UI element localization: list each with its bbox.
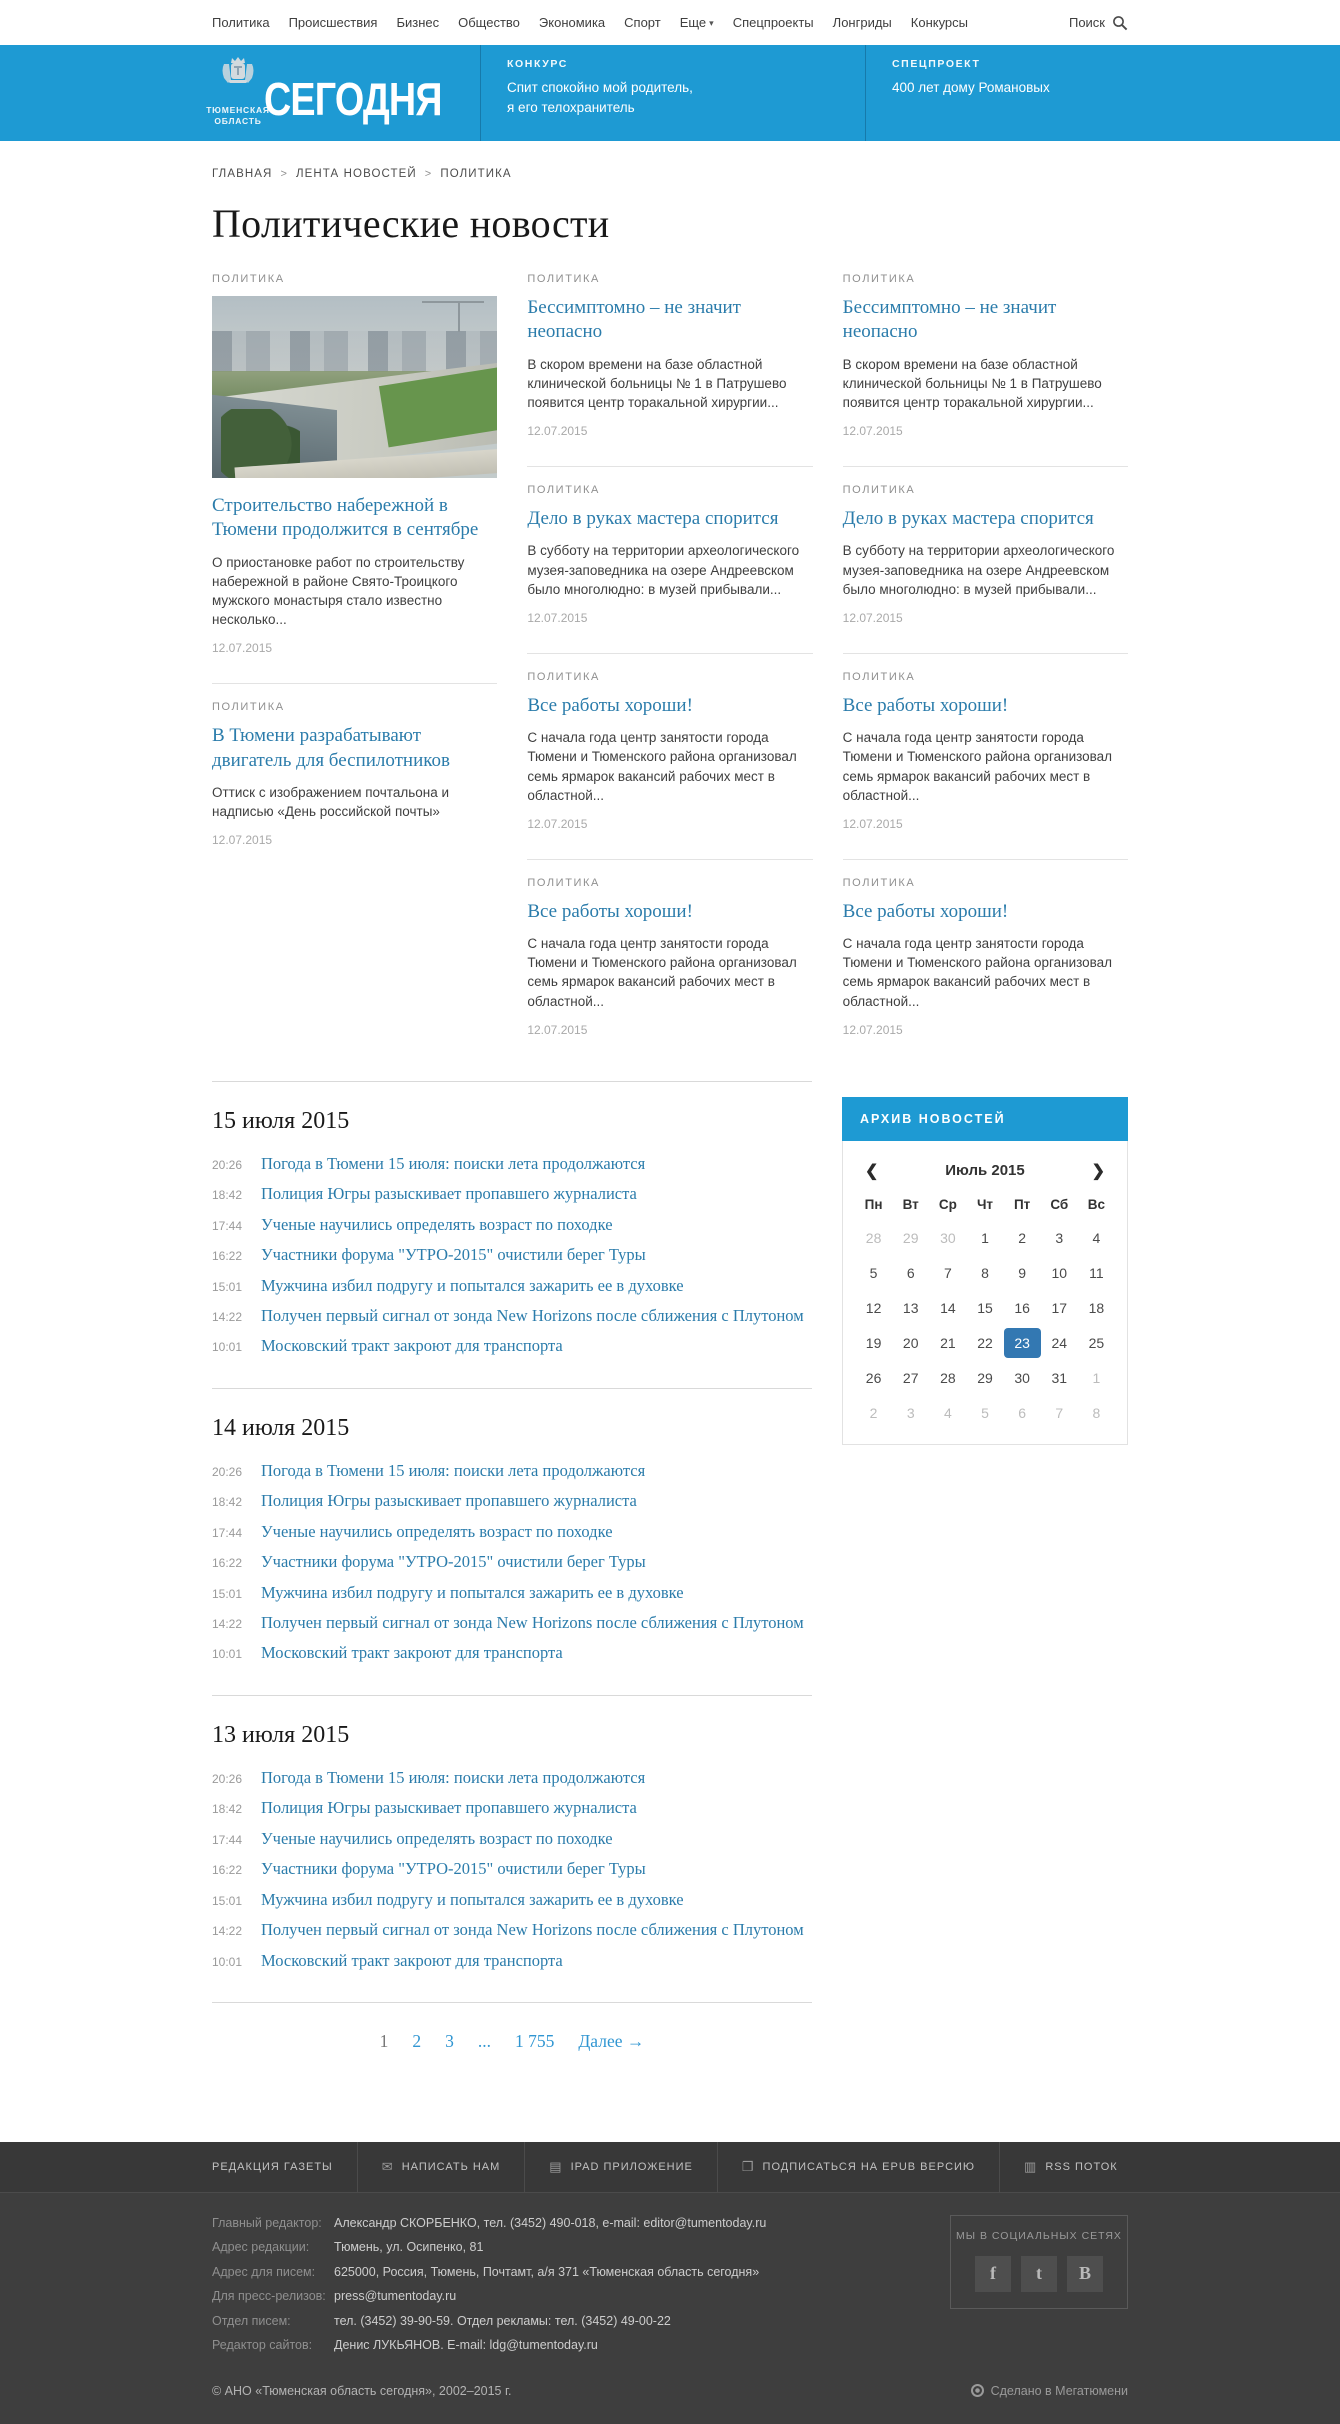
archive-item bbox=[212, 1183, 812, 1204]
item-title-link[interactable]: Получен первый сигнал от зонда New Horizons после сближения с Плутоном bbox=[261, 1920, 804, 1940]
nav-item-5[interactable]: Экономика bbox=[538, 15, 606, 30]
footer bbox=[0, 2142, 1340, 2424]
archive-item bbox=[212, 1950, 812, 1971]
calendar-day[interactable]: 13 bbox=[902, 1299, 919, 1316]
item-time: 15:01 bbox=[212, 1279, 243, 1294]
calendar-day[interactable]: 11 bbox=[1089, 1264, 1104, 1281]
article-excerpt: В скором времени на базе областной клинической больницы № 1 в Патрушево появится центр торакальной хирургии... bbox=[527, 356, 787, 410]
brand-name: СЕГОДНЯ bbox=[264, 73, 442, 125]
special-project-promo[interactable] bbox=[865, 45, 1050, 141]
archive-item bbox=[212, 1214, 812, 1235]
article-date: 12.07.2015 bbox=[842, 424, 903, 439]
article-date: 12.07.2015 bbox=[527, 424, 588, 439]
epub-icon: ❒ bbox=[741, 2159, 755, 2175]
breadcrumb-separator: > bbox=[280, 168, 288, 180]
item-time: 14:22 bbox=[212, 1924, 243, 1939]
next-page-link[interactable]: Далее → bbox=[578, 2030, 645, 2051]
footer-bar-link-4[interactable] bbox=[742, 2160, 975, 2173]
nav-item-1[interactable]: Политика bbox=[212, 15, 270, 30]
archive-item bbox=[212, 1828, 812, 1849]
item-time: 16:22 bbox=[212, 1556, 243, 1571]
category-label: ПОЛИТИКА bbox=[527, 670, 600, 683]
calendar-day[interactable]: 29 bbox=[977, 1369, 993, 1386]
facebook-button[interactable]: f bbox=[975, 2256, 1011, 2292]
archive-item bbox=[212, 1889, 812, 1910]
calendar-day[interactable]: 15 bbox=[977, 1299, 993, 1316]
footer-info-row bbox=[212, 2288, 916, 2306]
archive-item bbox=[212, 1335, 812, 1356]
article-date: 12.07.2015 bbox=[842, 816, 903, 831]
calendar-title: АРХИВ НОВОСТЕЙ bbox=[842, 1097, 1128, 1141]
article-date: 12.07.2015 bbox=[527, 816, 588, 831]
archive-section bbox=[212, 1722, 812, 2003]
made-in-link[interactable] bbox=[971, 2384, 1128, 2398]
nav-item-3[interactable]: Бизнес bbox=[396, 15, 440, 30]
category-label: ПОЛИТИКА bbox=[212, 273, 285, 285]
breadcrumb-item-2[interactable]: ЛЕНТА НОВОСТЕЙ bbox=[295, 168, 417, 180]
archive-section bbox=[212, 1108, 812, 1389]
rss-icon: ▥ bbox=[1024, 2159, 1038, 2175]
calendar-day[interactable]: 25 bbox=[1088, 1334, 1105, 1351]
archive-item bbox=[212, 1767, 812, 1788]
item-title-link[interactable]: Получен первый сигнал от зонда New Horizons после сближения с Плутоном bbox=[261, 1305, 804, 1325]
calendar-day[interactable]: 6 bbox=[1018, 1404, 1027, 1421]
category-label: ПОЛИТИКА bbox=[842, 484, 916, 497]
article-title-link[interactable]: В Тюмени разрабатывают двигатель для беспилотников bbox=[212, 725, 451, 771]
footer-info-label: Редактор сайтов: bbox=[212, 2338, 313, 2353]
item-title-link[interactable]: Мужчина избил подругу и попытался зажарить ее в духовке bbox=[261, 1889, 684, 1909]
page-link-3[interactable]: 3 bbox=[445, 2030, 454, 2051]
copyright: © АНО «Тюменская область сегодня», 2002–2015 г. bbox=[212, 2383, 512, 2398]
calendar-weekday: Сб bbox=[1050, 1196, 1069, 1212]
archive-item bbox=[212, 1551, 812, 1572]
nav-item-4[interactable]: Общество bbox=[458, 15, 520, 30]
envelope-icon: ✉ bbox=[381, 2159, 394, 2175]
item-title-link[interactable]: Мужчина избил подругу и попытался зажарить ее в духовке bbox=[261, 1275, 684, 1295]
footer-links-bar bbox=[0, 2142, 1340, 2193]
article-excerpt: С начала года центр занятости города Тюмени и Тюменского района организовал семь ярмарок вакансий рабочих мест в областной... bbox=[842, 936, 1113, 1009]
news-card bbox=[527, 466, 812, 643]
calendar-day[interactable]: 24 bbox=[1051, 1334, 1068, 1351]
category-label: ПОЛИТИКА bbox=[527, 484, 600, 497]
footer-bar-link-1[interactable] bbox=[212, 2161, 333, 2173]
nav-item-8[interactable]: Спецпроекты bbox=[732, 15, 814, 30]
news-column-3 bbox=[843, 271, 1128, 1055]
calendar-day[interactable]: 20 bbox=[902, 1334, 919, 1351]
archive-item bbox=[212, 1797, 812, 1818]
footer-bar-link-label: НАПИСАТЬ НАМ bbox=[401, 2160, 501, 2173]
calendar-day[interactable]: 21 bbox=[940, 1334, 956, 1351]
page-link-2[interactable]: 2 bbox=[412, 2030, 422, 2051]
calendar-day[interactable]: 22 bbox=[977, 1334, 993, 1351]
footer-info-value: 625000, Россия, Тюмень, Почтамт, а/я 371 «Тюменская область сегодня» bbox=[334, 2264, 760, 2279]
news-archive-calendar bbox=[842, 1097, 1128, 1445]
page-title: Политические новости bbox=[212, 201, 610, 246]
tablet-icon: ▤ bbox=[549, 2159, 563, 2175]
item-title-link[interactable]: Ученые научились определять возраст по походке bbox=[261, 1521, 613, 1541]
item-time: 20:26 bbox=[212, 1464, 243, 1479]
main-content bbox=[212, 168, 1128, 2092]
article-title-link[interactable]: Все работы хороши! bbox=[842, 900, 1009, 922]
top-nav-bar bbox=[0, 0, 1340, 45]
footer-bar-divider bbox=[717, 2142, 718, 2192]
category-label: ПОЛИТИКА bbox=[842, 876, 916, 889]
article-excerpt: В субботу на территории археологического музея-заповедника на озере Андреевском было многолюдно: в музей прибывали... bbox=[527, 543, 800, 597]
calendar-next-icon[interactable]: ❯ bbox=[1091, 1162, 1105, 1180]
archive-section bbox=[212, 1415, 812, 1696]
item-title-link[interactable]: Участники форума "УТРО-2015" очистили берег Туры bbox=[261, 1552, 646, 1572]
calendar-day[interactable]: 19 bbox=[865, 1334, 882, 1351]
calendar-weekday: Чт bbox=[976, 1196, 994, 1212]
calendar-day[interactable]: 18 bbox=[1088, 1299, 1105, 1316]
footer-info-row bbox=[212, 2215, 916, 2233]
article-date: 12.07.2015 bbox=[527, 1022, 588, 1037]
article-date: 12.07.2015 bbox=[212, 833, 273, 848]
news-card bbox=[843, 653, 1128, 849]
item-time: 17:44 bbox=[212, 1525, 243, 1540]
calendar-day[interactable]: 1 bbox=[1092, 1369, 1101, 1386]
article-title-link[interactable]: Бессимптомно – не значит неопасно bbox=[842, 297, 1057, 343]
breadcrumb-item-1[interactable]: ГЛАВНАЯ bbox=[212, 168, 273, 180]
promo-text-line: 400 лет дому Романовых bbox=[892, 80, 1050, 95]
news-card bbox=[212, 683, 497, 865]
item-title-link[interactable]: Московский тракт закроют для транспорта bbox=[261, 1336, 563, 1356]
pagination bbox=[212, 2031, 812, 2052]
footer-contacts bbox=[212, 2215, 916, 2362]
calendar-day[interactable]: 30 bbox=[940, 1229, 956, 1246]
calendar-day[interactable]: 3 bbox=[1055, 1229, 1064, 1246]
item-time: 14:22 bbox=[212, 1309, 243, 1324]
footer-info-value: тел. (3452) 39-90-59. Отдел рекламы: тел. (3452) 49-00-22 bbox=[334, 2313, 671, 2328]
made-in-label: Сделано в Мегатюмени bbox=[990, 2383, 1128, 2398]
article-title-link[interactable]: Все работы хороши! bbox=[527, 694, 693, 716]
archive-date-heading: 14 июля 2015 bbox=[212, 1414, 350, 1441]
category-label: ПОЛИТИКА bbox=[212, 701, 285, 714]
calendar-day[interactable]: 31 bbox=[1051, 1369, 1068, 1386]
news-card bbox=[843, 859, 1128, 1055]
promo-label: КОНКУРС bbox=[507, 58, 568, 70]
article-title-link[interactable]: Дело в руках мастера спорится bbox=[842, 508, 1094, 530]
footer-info-row bbox=[212, 2337, 916, 2355]
item-title-link[interactable]: Ученые научились определять возраст по походке bbox=[261, 1214, 613, 1234]
calendar-day[interactable]: 8 bbox=[1092, 1404, 1101, 1421]
calendar-day[interactable]: 9 bbox=[1018, 1264, 1027, 1281]
calendar-grid bbox=[855, 1191, 1115, 1428]
promo-text-line: Спит спокойно мой родитель, bbox=[507, 80, 693, 95]
item-time: 10:01 bbox=[212, 1647, 243, 1662]
footer-bar-divider bbox=[357, 2142, 358, 2192]
page-ellipsis: ... bbox=[477, 2030, 491, 2051]
footer-info-label: Отдел писем: bbox=[212, 2313, 291, 2328]
calendar-weekday: Пн bbox=[864, 1196, 883, 1212]
archive-item bbox=[212, 1460, 812, 1481]
item-title-link[interactable]: Полиция Югры разыскивает пропавшего журналиста bbox=[261, 1798, 637, 1818]
main-nav bbox=[212, 15, 987, 30]
news-card bbox=[527, 859, 812, 1055]
item-time: 10:01 bbox=[212, 1954, 243, 1969]
item-time: 16:22 bbox=[212, 1249, 243, 1264]
article-excerpt: Оттиск с изображением почтальона и надписью «День российской почты» bbox=[212, 784, 449, 820]
news-column-2 bbox=[527, 271, 812, 1055]
nav-item-10[interactable]: Конкурсы bbox=[910, 15, 969, 30]
footer-info-label: Адрес для писем: bbox=[212, 2264, 316, 2279]
site-logo[interactable] bbox=[206, 45, 452, 141]
footer-bar-link-2[interactable] bbox=[382, 2160, 501, 2173]
article-title-link[interactable]: Дело в руках мастера спорится bbox=[527, 508, 779, 530]
calendar-day[interactable]: 2 bbox=[1018, 1229, 1027, 1246]
item-title-link[interactable]: Московский тракт закроют для транспорта bbox=[261, 1950, 563, 1970]
calendar-day[interactable]: 30 bbox=[1014, 1369, 1030, 1386]
page-link-1755[interactable]: 1 755 bbox=[514, 2030, 555, 2051]
breadcrumb bbox=[212, 168, 1128, 180]
article-excerpt: С начала года центр занятости города Тюмени и Тюменского района организовал семь ярмарок вакансий рабочих мест в областной... bbox=[842, 730, 1113, 803]
article-excerpt: В скором времени на базе областной клинической больницы № 1 в Патрушево появится центр торакальной хирургии... bbox=[842, 356, 1102, 410]
article-date: 12.07.2015 bbox=[212, 641, 273, 656]
item-time: 15:01 bbox=[212, 1586, 243, 1601]
archive-item bbox=[212, 1490, 812, 1511]
item-time: 20:26 bbox=[212, 1157, 243, 1172]
calendar-day[interactable]: 5 bbox=[869, 1264, 878, 1281]
calendar-day[interactable]: 6 bbox=[906, 1264, 915, 1281]
news-card bbox=[212, 273, 497, 673]
footer-info-row bbox=[212, 2264, 916, 2282]
item-title-link[interactable]: Участники форума "УТРО-2015" очистили берег Туры bbox=[261, 1859, 646, 1879]
header-promos bbox=[452, 45, 1128, 141]
item-time: 14:22 bbox=[212, 1617, 243, 1631]
footer-info-value: Денис ЛУКЬЯНОВ. E-mail: ldg@tumentoday.ru bbox=[334, 2338, 598, 2353]
calendar-weekday: Вс bbox=[1087, 1196, 1106, 1212]
nav-item-9[interactable]: Лонгриды bbox=[832, 15, 892, 30]
calendar-day[interactable]: 1 bbox=[981, 1229, 989, 1246]
breadcrumb-separator: > bbox=[424, 168, 433, 180]
calendar-weekday: Ср bbox=[938, 1196, 957, 1212]
item-time: 18:42 bbox=[212, 1802, 243, 1817]
calendar-day[interactable]: 17 bbox=[1051, 1299, 1068, 1316]
archive-lists bbox=[212, 1081, 812, 2092]
item-title-link[interactable]: Полиция Югры разыскивает пропавшего журналиста bbox=[261, 1491, 637, 1511]
footer-bar-link-label: ПОДПИСАТЬСЯ НА EPUB ВЕРСИЮ bbox=[762, 2160, 976, 2173]
calendar-day[interactable]: 27 bbox=[902, 1369, 919, 1386]
item-title-link[interactable]: Московский тракт закроют для транспорта bbox=[261, 1643, 563, 1663]
archive-item bbox=[212, 1582, 812, 1603]
footer-bar-link-label: RSS ПОТОК bbox=[1045, 2160, 1118, 2173]
footer-info-value: Тюмень, ул. Осипенко, 81 bbox=[334, 2240, 484, 2255]
footer-bar-link-5[interactable] bbox=[1024, 2160, 1118, 2173]
archive-date-heading: 15 июля 2015 bbox=[212, 1107, 350, 1134]
item-time: 17:44 bbox=[212, 1832, 243, 1847]
brand-region-line2: ОБЛАСТЬ bbox=[214, 116, 262, 127]
calendar-day[interactable]: 7 bbox=[943, 1264, 952, 1281]
news-card bbox=[843, 273, 1128, 456]
footer-info-label: Главный редактор: bbox=[212, 2215, 322, 2230]
article-excerpt: В субботу на территории археологического музея-заповедника на озере Андреевском было многолюдно: в музей прибывали... bbox=[842, 543, 1115, 597]
item-title-link[interactable]: Участники форума "УТРО-2015" очистили берег Туры bbox=[261, 1245, 646, 1265]
item-time: 18:42 bbox=[212, 1495, 243, 1510]
social-box bbox=[950, 2215, 1128, 2309]
item-title-link[interactable]: Погода в Тюмени 15 июля: поиски лета продолжаются bbox=[261, 1460, 646, 1480]
news-card bbox=[527, 273, 812, 456]
footer-info-value: Александр СКОРБЕНКО, тел. (3452) 490-018, e-mail: editor@tumentoday.ru bbox=[334, 2215, 767, 2230]
footer-bar-divider bbox=[524, 2142, 525, 2192]
calendar-day[interactable]: 5 bbox=[981, 1404, 989, 1421]
category-label: ПОЛИТИКА bbox=[527, 273, 600, 285]
footer-bar-link-label: РЕДАКЦИЯ ГАЗЕТЫ bbox=[212, 2160, 333, 2173]
calendar-day[interactable]: 14 bbox=[940, 1299, 956, 1316]
nav-item-2[interactable]: Происшествия bbox=[288, 15, 378, 30]
megatyumen-icon bbox=[971, 2384, 984, 2397]
social-title: МЫ В СОЦИАЛЬНЫХ СЕТЯХ bbox=[956, 2229, 1122, 2242]
article-title-link[interactable]: Все работы хороши! bbox=[842, 694, 1009, 716]
item-title-link[interactable]: Мужчина избил подругу и попытался зажарить ее в духовке bbox=[261, 1582, 684, 1602]
calendar-day[interactable]: 4 bbox=[943, 1404, 952, 1421]
search-icon[interactable] bbox=[1112, 15, 1128, 31]
item-title-link[interactable]: Полиция Югры разыскивает пропавшего журналиста bbox=[261, 1184, 637, 1204]
footer-bar-link-label: IPAD ПРИЛОЖЕНИЕ bbox=[570, 2160, 693, 2173]
archive-item bbox=[212, 1275, 812, 1296]
page-current: 1 bbox=[379, 2030, 389, 2051]
item-time: 10:01 bbox=[212, 1340, 243, 1355]
calendar-day[interactable]: 3 bbox=[906, 1404, 915, 1421]
archive-item bbox=[212, 1153, 812, 1174]
calendar-month-label: Июль 2015 bbox=[945, 1162, 1025, 1180]
brand-region-line1: ТЮМЕНСКАЯ bbox=[206, 105, 270, 115]
item-time: 15:01 bbox=[212, 1893, 243, 1908]
archive-item bbox=[212, 1919, 812, 1940]
calendar-day[interactable]: 10 bbox=[1051, 1264, 1068, 1281]
category-label: ПОЛИТИКА bbox=[527, 876, 600, 889]
promo-text-line: я его телохранитель bbox=[507, 99, 635, 115]
category-label: ПОЛИТИКА bbox=[842, 273, 916, 285]
footer-info-label: Для пресс-релизов: bbox=[212, 2289, 326, 2304]
item-title-link[interactable]: Ученые научились определять возраст по походке bbox=[261, 1828, 613, 1848]
footer-info-value: press@tumentoday.ru bbox=[334, 2289, 457, 2304]
calendar-day[interactable]: 16 bbox=[1014, 1299, 1030, 1316]
archive-item bbox=[212, 1521, 812, 1542]
archive-area bbox=[212, 1081, 1128, 2092]
calendar-day[interactable]: 8 bbox=[981, 1264, 989, 1281]
news-card bbox=[843, 466, 1128, 643]
calendar-weekday: Пт bbox=[1013, 1196, 1031, 1212]
archive-date-heading: 13 июля 2015 bbox=[212, 1721, 350, 1748]
photo-layer bbox=[212, 331, 497, 373]
footer-info-row bbox=[212, 2313, 916, 2331]
contest-promo[interactable] bbox=[480, 45, 837, 141]
archive-item bbox=[212, 1305, 812, 1326]
article-title-link[interactable]: Бессимптомно – не значит неопасно bbox=[527, 297, 741, 343]
article-title-link[interactable]: Строительство набережной в Тюмени продолжится в сентябре bbox=[212, 495, 479, 541]
calendar-day[interactable]: 7 bbox=[1055, 1404, 1064, 1421]
item-time: 16:22 bbox=[212, 1863, 243, 1878]
twitter-button[interactable]: t bbox=[1021, 2256, 1057, 2292]
promo-label: СПЕЦПРОЕКТ bbox=[892, 58, 981, 70]
nav-item-6[interactable]: Спорт bbox=[624, 15, 661, 30]
archive-item bbox=[212, 1642, 812, 1663]
calendar-prev-icon[interactable]: ❮ bbox=[865, 1162, 879, 1180]
calendar-day[interactable]: 12 bbox=[865, 1299, 882, 1316]
article-title-link[interactable]: Все работы хороши! bbox=[527, 900, 693, 922]
article-date: 12.07.2015 bbox=[842, 1022, 903, 1037]
news-cards-grid bbox=[212, 271, 1128, 1055]
archive-item bbox=[212, 1612, 812, 1633]
footer-bar-link-3[interactable] bbox=[549, 2160, 693, 2173]
calendar-day[interactable]: 28 bbox=[940, 1369, 956, 1386]
chevron-down-icon: ▾ bbox=[709, 18, 714, 28]
footer-bar-divider bbox=[999, 2142, 1000, 2192]
search-label[interactable]: Поиск bbox=[1068, 15, 1105, 30]
footer-info-label: Адрес редакции: bbox=[212, 2240, 310, 2255]
calendar-day[interactable]: 26 bbox=[865, 1369, 882, 1386]
nav-item-7[interactable]: Еще ▾ bbox=[679, 15, 714, 30]
calendar-day[interactable]: 29 bbox=[902, 1229, 919, 1246]
item-time: 18:42 bbox=[212, 1188, 243, 1203]
article-excerpt: О приостановке работ по строительству набережной в районе Свято-Троицкого мужского монастыря стало известно несколько... bbox=[212, 554, 465, 628]
breadcrumb-item-3: ПОЛИТИКА bbox=[440, 168, 512, 180]
article-excerpt: С начала года центр занятости города Тюмени и Тюменского района организовал семь ярмарок вакансий рабочих мест в областной... bbox=[527, 936, 797, 1009]
news-card bbox=[527, 653, 812, 849]
article-excerpt: С начала года центр занятости города Тюмени и Тюменского района организовал семь ярмарок вакансий рабочих мест в областной... bbox=[527, 730, 797, 803]
calendar-day[interactable]: 28 bbox=[865, 1229, 882, 1246]
calendar-day-selected[interactable]: 23 bbox=[1004, 1328, 1041, 1358]
calendar-day[interactable]: 2 bbox=[869, 1404, 878, 1421]
masthead bbox=[0, 45, 1340, 141]
article-photo[interactable] bbox=[212, 296, 497, 478]
calendar-day[interactable]: 4 bbox=[1092, 1229, 1101, 1246]
search-box[interactable] bbox=[1069, 15, 1128, 31]
archive-item bbox=[212, 1858, 812, 1879]
article-date: 12.07.2015 bbox=[527, 610, 588, 625]
item-time: 17:44 bbox=[212, 1218, 243, 1233]
item-title-link[interactable]: Погода в Тюмени 15 июля: поиски лета продолжаются bbox=[261, 1153, 646, 1173]
vk-button[interactable]: B bbox=[1067, 2256, 1103, 2292]
photo-layer bbox=[458, 301, 460, 332]
news-column-1 bbox=[212, 271, 497, 1055]
category-label: ПОЛИТИКА bbox=[842, 670, 916, 683]
item-title-link[interactable]: Погода в Тюмени 15 июля: поиски лета продолжаются bbox=[261, 1767, 646, 1787]
item-time: 20:26 bbox=[212, 1771, 243, 1786]
footer-info-row bbox=[212, 2239, 916, 2257]
calendar-weekday: Вт bbox=[902, 1196, 919, 1212]
article-date: 12.07.2015 bbox=[842, 610, 903, 625]
item-title-link[interactable]: Получен первый сигнал от зонда New Horizons после сближения с Плутоном bbox=[261, 1613, 804, 1632]
coat-of-arms-icon bbox=[217, 54, 259, 101]
archive-item bbox=[212, 1244, 812, 1265]
